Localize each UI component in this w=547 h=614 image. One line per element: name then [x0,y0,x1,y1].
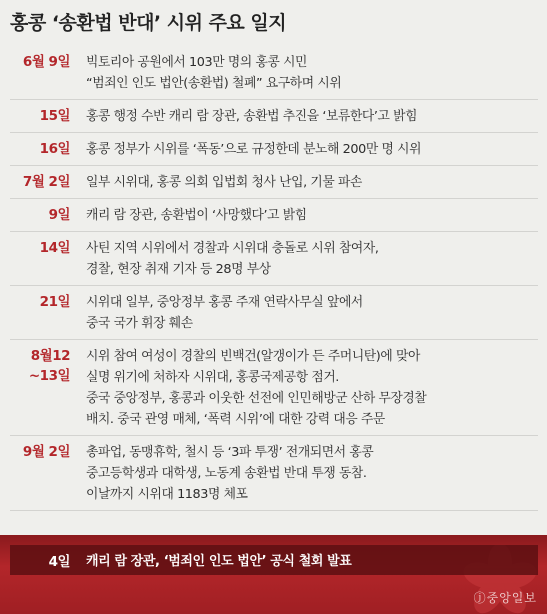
timeline-date: 7월 2일 [22,174,70,190]
timeline-date: 14일 [39,240,70,256]
timeline-description [86,292,538,334]
timeline-line: 중고등학생과 대학생, 노동계 송환법 반대 투쟁 동참. [86,466,367,481]
timeline-row [10,46,538,100]
timeline-description [86,139,538,160]
timeline-row [10,100,538,133]
timeline-description [86,106,538,127]
timeline-line: 경찰, 현장 취재 기자 등 28명 부상 [86,262,271,277]
timeline-date: 9일 [48,207,70,223]
timeline-description [86,238,538,280]
timeline-description [86,346,538,430]
timeline-line: 배치. 중국 관영 매체, ‘폭력 시위’에 대한 강력 대응 주문 [86,412,385,427]
timeline-line: 시위대 일부, 중앙정부 홍콩 주재 연락사무실 앞에서 [86,295,363,310]
timeline-date: 8월12 ~13일 [28,348,70,384]
timeline-line: 캐리 람 장관, 송환법이 ‘사망했다’고 밝힘 [86,208,307,223]
final-entry [0,535,547,614]
timeline-line: 중국 중앙정부, 홍콩과 이웃한 선전에 인민해방군 산하 무장경찰 [86,391,427,406]
timeline-line: 일부 시위대, 홍콩 의회 입법회 청사 난입, 기물 파손 [86,175,362,190]
timeline-date: 15일 [39,108,70,124]
timeline-line: 홍콩 정부가 시위를 ‘폭동’으로 규정한데 분노해 200만 명 시위 [86,142,422,157]
timeline-row [10,340,538,436]
timeline-row [10,436,538,511]
timeline-line: 시위 참여 여성이 경찰의 빈백건(알갱이가 든 주머니탄)에 맞아 [86,349,420,364]
timeline-row [10,133,538,166]
timeline-line: 빅토리아 공원에서 103만 명의 홍콩 시민 [86,55,307,70]
page-title: 홍콩 ‘송환법 반대’ 시위 주요 일지 [10,12,287,34]
timeline-line: 중국 국가 휘장 훼손 [86,316,193,331]
final-entry-date: 4일 [48,554,70,570]
final-entry-text: 캐리 람 장관, ‘범죄인 인도 법안’ 공식 철회 발표 [86,554,352,569]
timeline-date: 16일 [39,141,70,157]
timeline-line: 실명 위기에 처하자 시위대, 홍콩국제공항 점거. [86,370,339,385]
timeline-date: 21일 [39,294,70,310]
timeline-line: 이날까지 시위대 1183명 체포 [86,487,248,502]
timeline-row [10,199,538,232]
timeline-line: 홍콩 행정 수반 캐리 람 장관, 송환법 추진을 ‘보류한다’고 밝힘 [86,109,418,124]
timeline-row [10,166,538,199]
timeline-row [10,286,538,340]
timeline-description [86,52,538,94]
timeline-description [86,172,538,193]
timeline-description [86,442,538,505]
timeline-date: 6월 9일 [22,54,70,70]
publisher-logo: ⓙ중앙일보 [473,591,537,605]
timeline-line: 사틴 지역 시위에서 경찰과 시위대 충돌로 시위 참여자, [86,241,379,256]
timeline-line: “범죄인 인도 법안(송환법) 철폐” 요구하며 시위 [86,76,342,91]
timeline-description [86,205,538,226]
timeline-line: 총파업, 동맹휴학, 철시 등 ‘3파 투쟁’ 전개되면서 홍콩 [86,445,374,460]
timeline-row [10,232,538,286]
timeline-date: 9월 2일 [22,444,70,460]
